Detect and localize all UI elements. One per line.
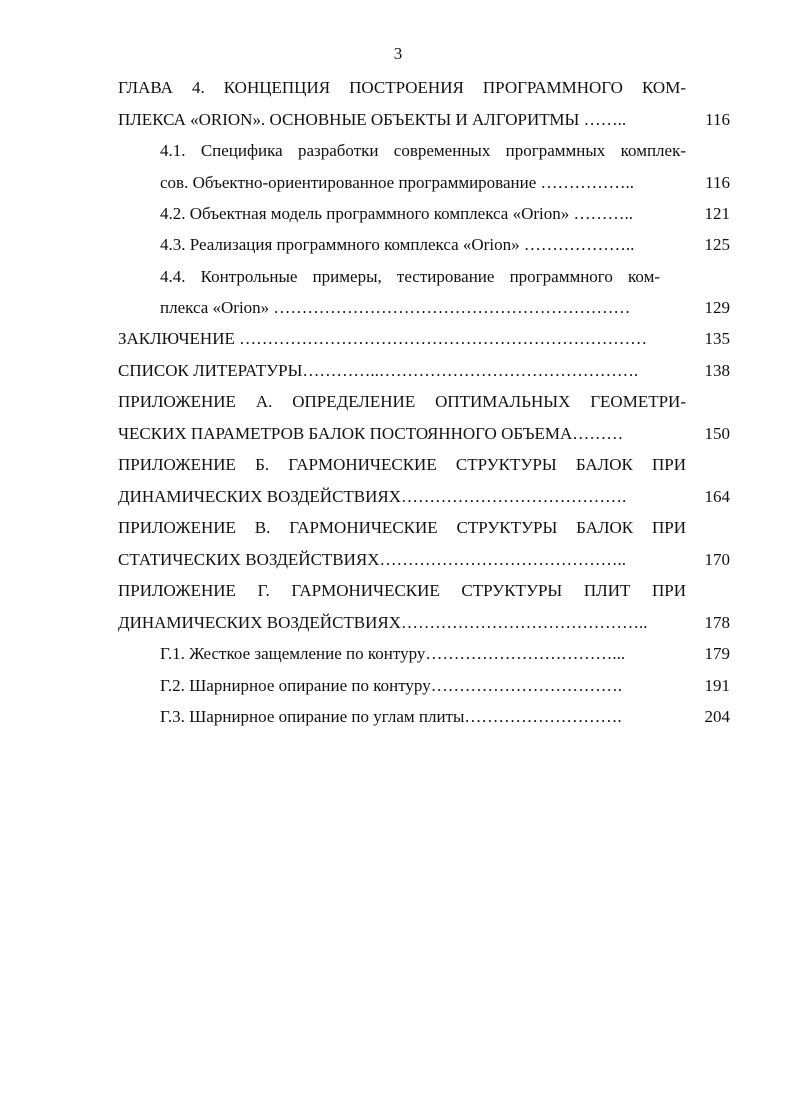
toc-page-conclusion: 135 bbox=[704, 329, 730, 348]
toc-entry-appendix-v-line-1: ПРИЛОЖЕНИЕ В. ГАРМОНИЧЕСКИЕ СТРУКТУРЫ БАЛОК ПРИ bbox=[118, 518, 686, 537]
toc-entry-section-4-1-line-2: сов. Объектно-ориентированное программирование …………….. bbox=[160, 173, 635, 192]
toc-page-section-4-2: 121 bbox=[704, 204, 730, 223]
toc-entry-appendix-v-line-2: СТАТИЧЕСКИХ ВОЗДЕЙСТВИЯХ…………………………………….. bbox=[118, 550, 627, 569]
toc-page-literature: 138 bbox=[704, 361, 730, 380]
toc-entry-appendix-g-2: Г.2. Шарнирное опирание по контуру……………………………. bbox=[160, 676, 622, 695]
toc-entry-appendix-b-line-1: ПРИЛОЖЕНИЕ Б. ГАРМОНИЧЕСКИЕ СТРУКТУРЫ БАЛОК ПРИ bbox=[118, 455, 686, 474]
toc-entry-literature: СПИСОК ЛИТЕРАТУРЫ…………..………………………………………. bbox=[118, 361, 639, 380]
toc-page-appendix-b: 164 bbox=[704, 487, 730, 506]
toc-entry-chapter-4-line-1: ГЛАВА 4. КОНЦЕПЦИЯ ПОСТРОЕНИЯ ПРОГРАММНОГО КОМ- bbox=[118, 78, 686, 97]
toc-entry-section-4-1-line-1: 4.1. Специфика разработки современных программных комплек- bbox=[160, 141, 686, 160]
toc-entry-section-4-2: 4.2. Объектная модель программного комплекса «Orion» ……….. bbox=[160, 204, 633, 223]
toc-page-appendix-g-3: 204 bbox=[704, 707, 730, 726]
toc-entry-appendix-a-line-1: ПРИЛОЖЕНИЕ А. ОПРЕДЕЛЕНИЕ ОПТИМАЛЬНЫХ ГЕОМЕТРИ- bbox=[118, 392, 686, 411]
toc-entry-appendix-a-line-2: ЧЕСКИХ ПАРАМЕТРОВ БАЛОК ПОСТОЯННОГО ОБЪЕМА……… bbox=[118, 424, 624, 443]
toc-entry-conclusion: ЗАКЛЮЧЕНИЕ ……………………………………………………………… bbox=[118, 329, 648, 348]
toc-page-appendix-v: 170 bbox=[704, 550, 730, 569]
toc-entry-appendix-g-line-2: ДИНАМИЧЕСКИХ ВОЗДЕЙСТВИЯХ…………………………………….. bbox=[118, 613, 648, 632]
toc-page-appendix-g: 178 bbox=[704, 613, 730, 632]
toc-page-chapter-4: 116 bbox=[705, 110, 730, 129]
toc-entry-section-4-4-line-2: плекса «Orion» ……………………………………………………… bbox=[160, 298, 631, 317]
toc-entry-appendix-b-line-2: ДИНАМИЧЕСКИХ ВОЗДЕЙСТВИЯХ…………………………………. bbox=[118, 487, 627, 506]
toc-entry-appendix-g-1: Г.1. Жесткое защемление по контуру……………………………... bbox=[160, 644, 626, 663]
toc-page-section-4-3: 125 bbox=[704, 235, 730, 254]
toc-entry-chapter-4-line-2: ПЛЕКСА «ORION». ОСНОВНЫЕ ОБЪЕКТЫ И АЛГОРИТМЫ …….. bbox=[118, 110, 627, 129]
toc-page-section-4-4: 129 bbox=[704, 298, 730, 317]
page-number: 3 bbox=[393, 44, 403, 63]
toc-entry-appendix-g-line-1: ПРИЛОЖЕНИЕ Г. ГАРМОНИЧЕСКИЕ СТРУКТУРЫ ПЛИТ ПРИ bbox=[118, 581, 686, 600]
toc-page-appendix-a: 150 bbox=[704, 424, 730, 443]
toc-page-appendix-g-2: 191 bbox=[704, 676, 730, 695]
toc-entry-appendix-g-3: Г.3. Шарнирное опирание по углам плиты………………………. bbox=[160, 707, 622, 726]
toc-entry-section-4-4-line-1: 4.4. Контрольные примеры, тестирование программного ком- bbox=[160, 267, 660, 286]
toc-page-appendix-g-1: 179 bbox=[704, 644, 730, 663]
toc-page-section-4-1: 116 bbox=[705, 173, 730, 192]
toc-entry-section-4-3: 4.3. Реализация программного комплекса «Orion» ……………….. bbox=[160, 235, 635, 254]
